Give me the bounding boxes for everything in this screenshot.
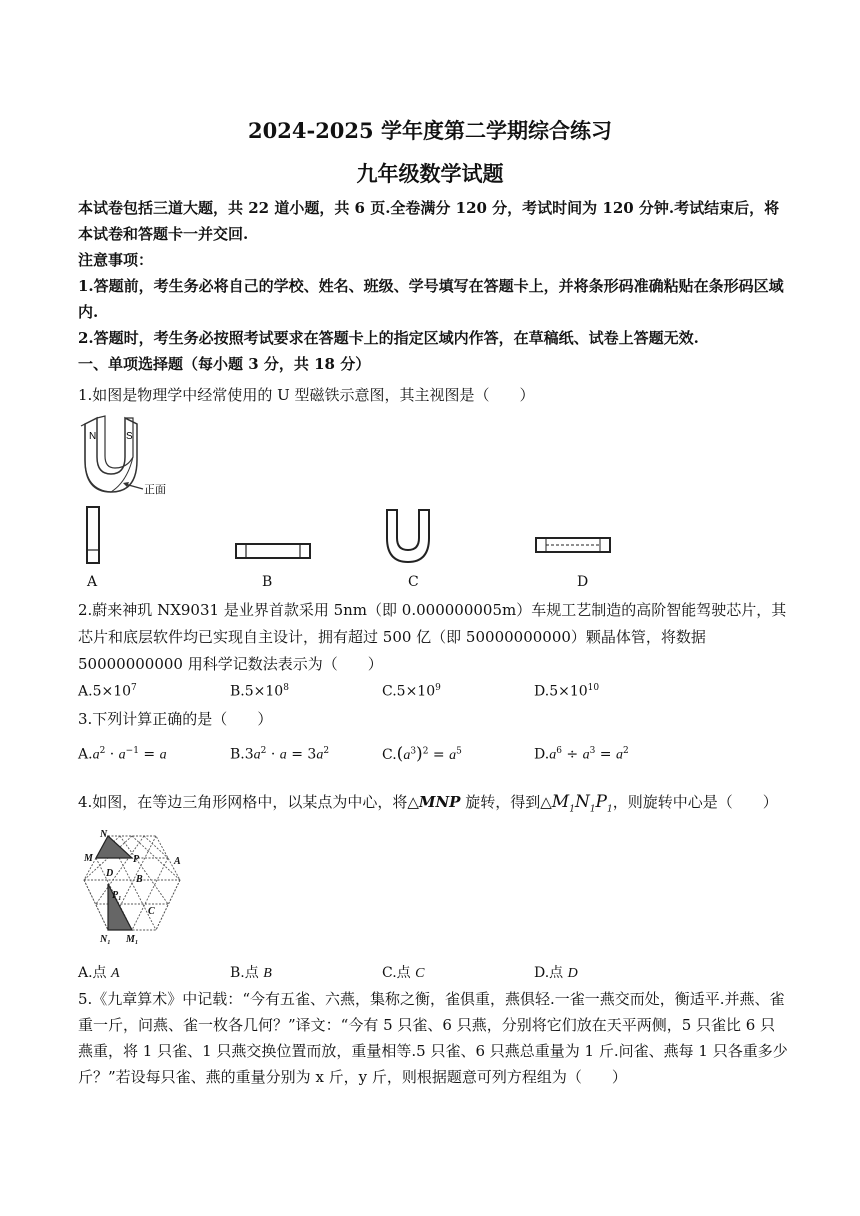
q4-option-a: A.点 A [78,965,120,981]
notice-item-1: 1.答题前，考生务必将自己的学校、姓名、班级、学号填写在答题卡上，并将条形码准确粘贴在条形码区域内. [78,277,784,321]
q3-option-d: $D.a^6 \div a^3 = a^2$ [534,746,629,763]
q2-option-c: $C.5\times 10^9$ [382,683,441,700]
q3-option-c: $C.(a^3)^2 = a^5$ [382,744,462,764]
svg-text:N: N [100,829,108,840]
q3-option-a: $A.a^2 \cdot a^{-1} = a$ [78,746,167,763]
magnet-figure [75,412,185,497]
q1-option-c-figure [383,508,433,564]
q1-option-d-label: D [577,574,589,590]
q4-option-d: D.点 D [534,965,578,981]
svg-text:M₁: M₁ [126,934,139,945]
q4-option-b: B.点 B [230,965,272,981]
svg-text:D: D [106,868,114,879]
magnet-s-label: S [126,431,133,442]
svg-text:N₁: N₁ [100,934,111,945]
magnet-n-label: N [89,431,97,442]
front-label: 正面 [144,483,166,496]
question-1-stem: 1.如图是物理学中经常使用的 U 型磁铁示意图，其主视图是（ ） [78,386,535,404]
q1-option-b-figure [234,540,314,564]
notice-item-2: 2.答题时，考生务必按照考试要求在答题卡上的指定区域内作答，在草稿纸、试卷上答题无效. [78,329,699,347]
question-4-stem: 4.如图，在等边三角形网格中，以某点为中心，将△MNP 旋转，得到$\triangle M_1N_1P_1$，则旋转中心是（ ） [78,792,778,815]
q1-option-b-label: B [262,574,273,590]
svg-text:P₁: P₁ [112,890,122,901]
q1-option-d-figure [534,534,614,558]
q1-option-a-figure [83,505,105,567]
svg-text:M: M [84,853,93,864]
exam-title: 2024-2025 学年度第二学期综合练习 [248,118,612,143]
question-5-stem: 5.《九章算术》中记载：“今有五雀、六燕，集称之衡，雀俱重，燕俱轻.一雀一燕交而处，衡适平.并燕、雀重一斤，问燕、雀一枚各几何？”译文：“今有 5 只雀、6 只燕，分别将它们放在天平两侧，5 只雀比 6 只燕重，将 1 只雀、1 只燕交换位置而放，重量相等.5 只雀、6 只燕总重量为 1 斤.问雀、燕每 1 只各重多少斤？”若设每只雀、燕的重量分别为 x 斤，y 斤，则根据题意可列方程组为（ ） [78,990,788,1086]
triangle-grid-figure [78,828,190,946]
q1-option-c-label: C [408,574,419,590]
question-3-stem: 3.下列计算正确的是（ ） [78,710,273,728]
intro-paragraph: 本试卷包括三道大题，共 22 道小题，共 6 页.全卷满分 120 分，考试时间为 120 分钟.考试结束后，将本试卷和答题卡一并交回. [78,199,780,243]
exam-subtitle: 九年级数学试题 [356,161,504,186]
q2-option-b: $B.5\times 10^8$ [230,683,289,700]
q3-option-b: $B.3a^2 \cdot a = 3a^2$ [230,746,330,763]
q1-option-a-label: A [87,574,98,590]
svg-text:P: P [133,854,140,865]
section-heading: 一、单项选择题（每小题 3 分，共 18 分） [78,355,371,373]
q4-option-c: C.点 C [382,965,425,981]
question-2-stem: 2.蔚来神玑 NX9031 是业界首款采用 5nm（即 0.000000005m）车规工艺制造的高阶智能驾驶芯片，其芯片和底层软件均已实现自主设计，拥有超过 500 亿（即 50000000000）颗晶体管，将数据 50000000000 用科学记数法表示为（ ） [78,601,787,673]
svg-text:A: A [174,856,181,867]
svg-text:C: C [148,906,155,917]
svg-text:B: B [136,874,143,885]
q2-option-d: $D.5\times 10^{10}$ [534,683,600,700]
q2-option-a: $A.5\times 10^7$ [78,683,137,700]
notice-title: 注意事项： [78,251,154,269]
